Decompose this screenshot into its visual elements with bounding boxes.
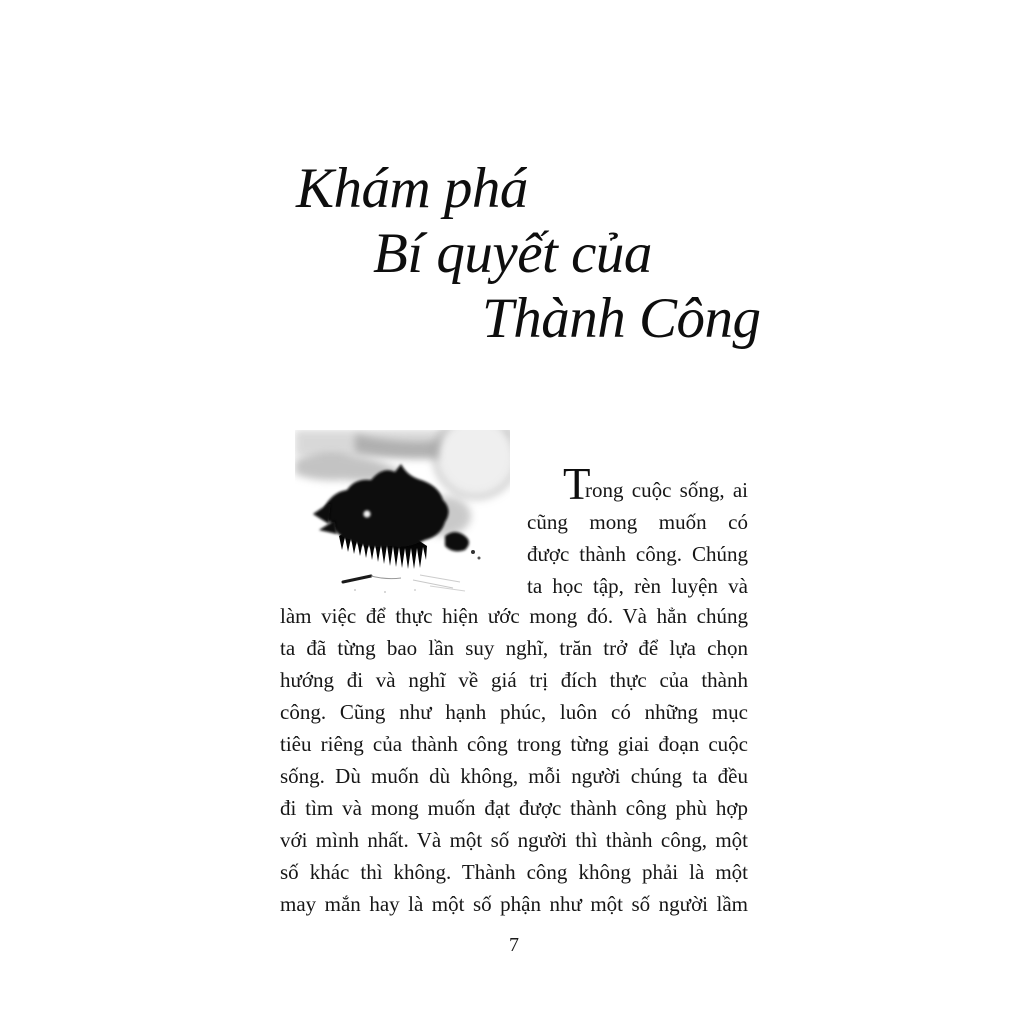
intro-line: ta học tập, rèn luyện và (527, 574, 748, 598)
ink-wash-photo (295, 430, 510, 600)
body-line: ta đã từng bao lần suy nghĩ, trăn trở để lựa chọn (280, 636, 748, 660)
intro-line: cũng mong muốn có (527, 510, 748, 534)
intro-line: rong cuộc sống, ai (585, 478, 748, 502)
body-line: đi tìm và mong muốn đạt được thành công phù hợp (280, 796, 748, 820)
chapter-title-line: Bí quyết của (373, 222, 652, 285)
body-line: tiêu riêng của thành công trong từng giai đoạn cuộc (280, 732, 748, 756)
dropcap-initial: T (563, 459, 591, 509)
chapter-title (296, 156, 760, 351)
body-line: số khác thì không. Thành công không phải là một (280, 860, 748, 884)
ink-wash-photo-graphic (295, 430, 510, 600)
body-line: với mình nhất. Và một số người thì thành công, một (280, 828, 748, 852)
chapter-title-line: Khám phá (296, 157, 528, 220)
body-paragraph (280, 600, 748, 920)
body-line: làm việc để thực hiện ước mong đó. Và hẳn chúng (280, 604, 748, 628)
body-line: sống. Dù muốn dù không, mỗi người chúng ta đều (280, 764, 748, 788)
body-line: công. Cũng như hạnh phúc, luôn có những mục (280, 700, 748, 724)
chapter-title-line: Thành Công (482, 287, 761, 350)
intro-paragraph (527, 459, 748, 602)
page-number: 7 (509, 934, 519, 956)
body-line: may mắn hay là một số phận như một số người lầm (280, 892, 748, 916)
intro-line: được thành công. Chúng (527, 542, 748, 566)
body-line: hướng đi và nghĩ về giá trị đích thực của thành (280, 668, 748, 692)
